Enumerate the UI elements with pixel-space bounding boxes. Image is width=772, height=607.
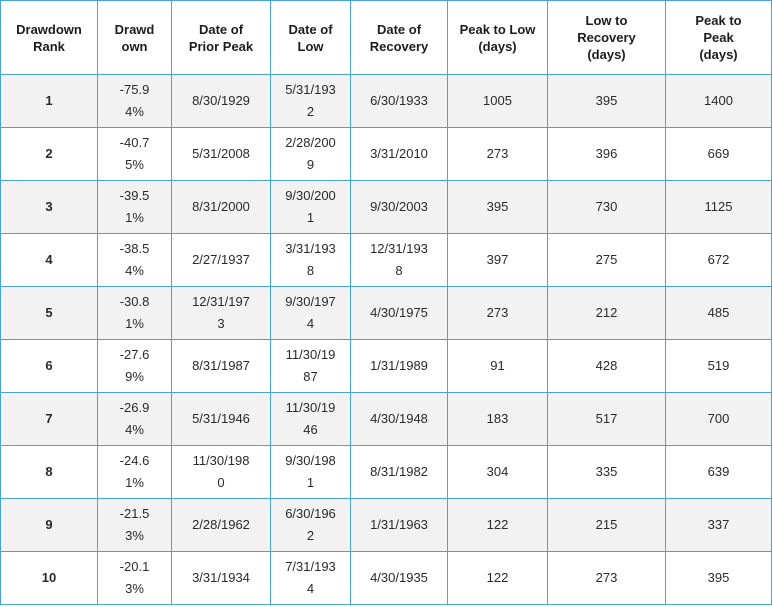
cell-recovery: [351, 393, 448, 446]
cell-low-text: 3/31/1938: [285, 241, 336, 278]
cell-recovery: [351, 499, 448, 552]
cell-recovery: [351, 234, 448, 287]
cell-peak-to-low-text: 273: [486, 146, 509, 161]
cell-drawdown-text: -21.53%: [119, 506, 150, 543]
cell-low-text: 7/31/1934: [285, 559, 336, 596]
table-row: [1, 75, 772, 128]
cell-peak-to-peak-text: 700: [707, 411, 730, 426]
cell-low: [271, 446, 351, 499]
header-date-recovery: Date of Recovery: [351, 1, 448, 75]
cell-peak-to-low-text: 91: [490, 358, 505, 373]
cell-rank-text: 1: [45, 93, 53, 108]
cell-peak-to-peak-text: 669: [707, 146, 730, 161]
cell-peak-to-peak-text: 337: [707, 517, 730, 532]
cell-prior-peak-text: 2/27/1937: [192, 252, 250, 267]
cell-prior-peak: [172, 234, 271, 287]
cell-recovery-text: 4/30/1935: [370, 570, 428, 585]
cell-prior-peak: [172, 552, 271, 605]
cell-peak-to-low: [448, 75, 548, 128]
table-row: [1, 446, 772, 499]
cell-low: [271, 234, 351, 287]
cell-peak-to-peak: [666, 552, 772, 605]
cell-peak-to-low: [448, 552, 548, 605]
header-low-to-recovery: Low to Recovery (days): [548, 1, 666, 75]
cell-recovery-text: 4/30/1948: [370, 411, 428, 426]
cell-rank-text: 8: [45, 464, 53, 479]
cell-rank: [1, 75, 98, 128]
cell-rank-text: 3: [45, 199, 53, 214]
cell-drawdown: [98, 446, 172, 499]
cell-prior-peak: [172, 499, 271, 552]
cell-rank: [1, 340, 98, 393]
cell-peak-to-peak-text: 672: [707, 252, 730, 267]
cell-low-text: 5/31/1932: [285, 82, 336, 119]
cell-peak-to-peak-text: 639: [707, 464, 730, 479]
cell-drawdown: [98, 393, 172, 446]
cell-peak-to-low-text: 122: [486, 570, 509, 585]
cell-peak-to-peak: [666, 446, 772, 499]
cell-rank-text: 5: [45, 305, 53, 320]
header-row: [1, 1, 772, 75]
cell-rank-text: 2: [45, 146, 53, 161]
cell-recovery-text: 4/30/1975: [370, 305, 428, 320]
cell-prior-peak: [172, 75, 271, 128]
cell-low-text: 6/30/1962: [285, 506, 336, 543]
cell-recovery: [351, 75, 448, 128]
cell-low-text: 9/30/1974: [285, 294, 336, 331]
cell-peak-to-peak: [666, 393, 772, 446]
cell-rank: [1, 446, 98, 499]
cell-low: [271, 552, 351, 605]
cell-low-to-recovery-text: 212: [595, 305, 618, 320]
cell-peak-to-peak-text: 1125: [704, 199, 733, 214]
table-row: [1, 128, 772, 181]
cell-rank-text: 9: [45, 517, 53, 532]
cell-drawdown: [98, 552, 172, 605]
cell-low-text: 11/30/1987: [285, 347, 336, 384]
table-row: [1, 552, 772, 605]
cell-low-to-recovery: [548, 393, 666, 446]
cell-peak-to-peak-text: 519: [707, 358, 730, 373]
cell-drawdown: [98, 128, 172, 181]
cell-prior-peak-text: 2/28/1962: [192, 517, 250, 532]
table-row: [1, 234, 772, 287]
table-row: [1, 499, 772, 552]
cell-drawdown-text: -24.61%: [119, 453, 150, 490]
cell-recovery-text: 1/31/1989: [370, 358, 428, 373]
cell-low-to-recovery-text: 730: [595, 199, 618, 214]
cell-peak-to-peak: [666, 75, 772, 128]
cell-prior-peak: [172, 287, 271, 340]
cell-prior-peak-text: 5/31/1946: [192, 411, 250, 426]
cell-rank: [1, 234, 98, 287]
cell-rank: [1, 181, 98, 234]
cell-low-to-recovery: [548, 499, 666, 552]
cell-drawdown-text: -75.94%: [119, 82, 150, 119]
cell-low: [271, 287, 351, 340]
cell-prior-peak-text: 5/31/2008: [192, 146, 250, 161]
cell-recovery-text: 9/30/2003: [370, 199, 428, 214]
cell-prior-peak-text: 8/31/1987: [192, 358, 250, 373]
cell-recovery: [351, 340, 448, 393]
cell-recovery: [351, 552, 448, 605]
cell-low-to-recovery: [548, 75, 666, 128]
cell-low-to-recovery: [548, 181, 666, 234]
cell-recovery: [351, 287, 448, 340]
cell-peak-to-peak-text: 395: [707, 570, 730, 585]
cell-peak-to-low-text: 395: [486, 199, 509, 214]
cell-recovery: [351, 128, 448, 181]
cell-prior-peak-text: 3/31/1934: [192, 570, 250, 585]
cell-low-text: 9/30/1981: [285, 453, 336, 490]
cell-drawdown: [98, 340, 172, 393]
cell-recovery-text: 3/31/2010: [370, 146, 428, 161]
cell-peak-to-low: [448, 181, 548, 234]
cell-peak-to-low: [448, 446, 548, 499]
cell-drawdown: [98, 499, 172, 552]
cell-drawdown-text: -40.75%: [119, 135, 150, 172]
cell-low-to-recovery: [548, 552, 666, 605]
cell-drawdown-text: -39.51%: [119, 188, 150, 225]
header-peak-to-peak: Peak to Peak (days): [666, 1, 772, 75]
cell-low-to-recovery-text: 396: [595, 146, 618, 161]
cell-low: [271, 181, 351, 234]
cell-rank-text: 6: [45, 358, 53, 373]
cell-low-to-recovery-text: 273: [595, 570, 618, 585]
cell-low-to-recovery-text: 395: [595, 93, 618, 108]
cell-peak-to-low: [448, 393, 548, 446]
cell-low: [271, 75, 351, 128]
cell-low-to-recovery-text: 215: [595, 517, 618, 532]
cell-rank: [1, 128, 98, 181]
table-row: [1, 393, 772, 446]
cell-low-to-recovery: [548, 287, 666, 340]
cell-prior-peak: [172, 181, 271, 234]
cell-peak-to-low: [448, 499, 548, 552]
cell-low: [271, 128, 351, 181]
cell-prior-peak: [172, 340, 271, 393]
cell-prior-peak-text: 12/31/1973: [192, 294, 250, 331]
cell-peak-to-low-text: 1005: [483, 93, 512, 108]
cell-low-to-recovery: [548, 234, 666, 287]
cell-peak-to-peak: [666, 234, 772, 287]
cell-low-to-recovery: [548, 446, 666, 499]
cell-low: [271, 393, 351, 446]
cell-low-to-recovery-text: 335: [595, 464, 618, 479]
header-drawdown: Drawdown: [98, 1, 172, 75]
cell-prior-peak: [172, 128, 271, 181]
cell-drawdown: [98, 234, 172, 287]
cell-prior-peak-text: 8/30/1929: [192, 93, 250, 108]
cell-low-to-recovery-text: 517: [595, 411, 618, 426]
cell-peak-to-low: [448, 340, 548, 393]
cell-low: [271, 499, 351, 552]
cell-peak-to-low-text: 304: [486, 464, 509, 479]
cell-drawdown-text: -27.69%: [119, 347, 150, 384]
cell-rank: [1, 287, 98, 340]
cell-peak-to-low-text: 122: [486, 517, 509, 532]
cell-rank: [1, 499, 98, 552]
cell-recovery: [351, 181, 448, 234]
cell-low-to-recovery: [548, 340, 666, 393]
cell-low-text: 2/28/2009: [285, 135, 336, 172]
cell-peak-to-low: [448, 128, 548, 181]
table-row: [1, 340, 772, 393]
cell-peak-to-peak: [666, 128, 772, 181]
cell-drawdown-text: -20.13%: [119, 559, 150, 596]
cell-peak-to-low-text: 273: [486, 305, 509, 320]
cell-prior-peak-text: 11/30/1980: [192, 453, 250, 490]
cell-peak-to-peak: [666, 287, 772, 340]
cell-drawdown: [98, 75, 172, 128]
cell-peak-to-low-text: 397: [486, 252, 509, 267]
cell-peak-to-peak: [666, 499, 772, 552]
cell-peak-to-low-text: 183: [486, 411, 509, 426]
cell-recovery-text: 6/30/1933: [370, 93, 428, 108]
cell-peak-to-peak: [666, 181, 772, 234]
cell-low-to-recovery: [548, 128, 666, 181]
cell-rank-text: 10: [41, 570, 57, 585]
table-row: [1, 181, 772, 234]
cell-rank-text: 7: [45, 411, 53, 426]
cell-drawdown-text: -30.81%: [119, 294, 150, 331]
cell-low-text: 11/30/1946: [285, 400, 336, 437]
header-peak-to-low: Peak to Low (days): [448, 1, 548, 75]
cell-rank: [1, 393, 98, 446]
cell-rank: [1, 552, 98, 605]
header-drawdown-rank: Drawdown Rank: [1, 1, 98, 75]
cell-low-to-recovery-text: 428: [595, 358, 618, 373]
header-date-low: Date of Low: [271, 1, 351, 75]
cell-prior-peak: [172, 446, 271, 499]
cell-low-text: 9/30/2001: [285, 188, 336, 225]
cell-drawdown: [98, 287, 172, 340]
cell-recovery-text: 12/31/1938: [370, 241, 428, 278]
cell-low: [271, 340, 351, 393]
cell-rank-text: 4: [45, 252, 53, 267]
cell-recovery: [351, 446, 448, 499]
cell-drawdown-text: -26.94%: [119, 400, 150, 437]
cell-prior-peak: [172, 393, 271, 446]
header-date-prior-peak: Date of Prior Peak: [172, 1, 271, 75]
cell-peak-to-low: [448, 234, 548, 287]
cell-drawdown-text: -38.54%: [119, 241, 150, 278]
cell-recovery-text: 1/31/1963: [370, 517, 428, 532]
cell-low-to-recovery-text: 275: [595, 252, 618, 267]
cell-prior-peak-text: 8/31/2000: [192, 199, 250, 214]
cell-drawdown: [98, 181, 172, 234]
cell-peak-to-peak-text: 485: [707, 305, 730, 320]
cell-peak-to-low: [448, 287, 548, 340]
table-row: [1, 287, 772, 340]
cell-peak-to-peak-text: 1400: [704, 93, 733, 108]
cell-peak-to-peak: [666, 340, 772, 393]
cell-recovery-text: 8/31/1982: [370, 464, 428, 479]
